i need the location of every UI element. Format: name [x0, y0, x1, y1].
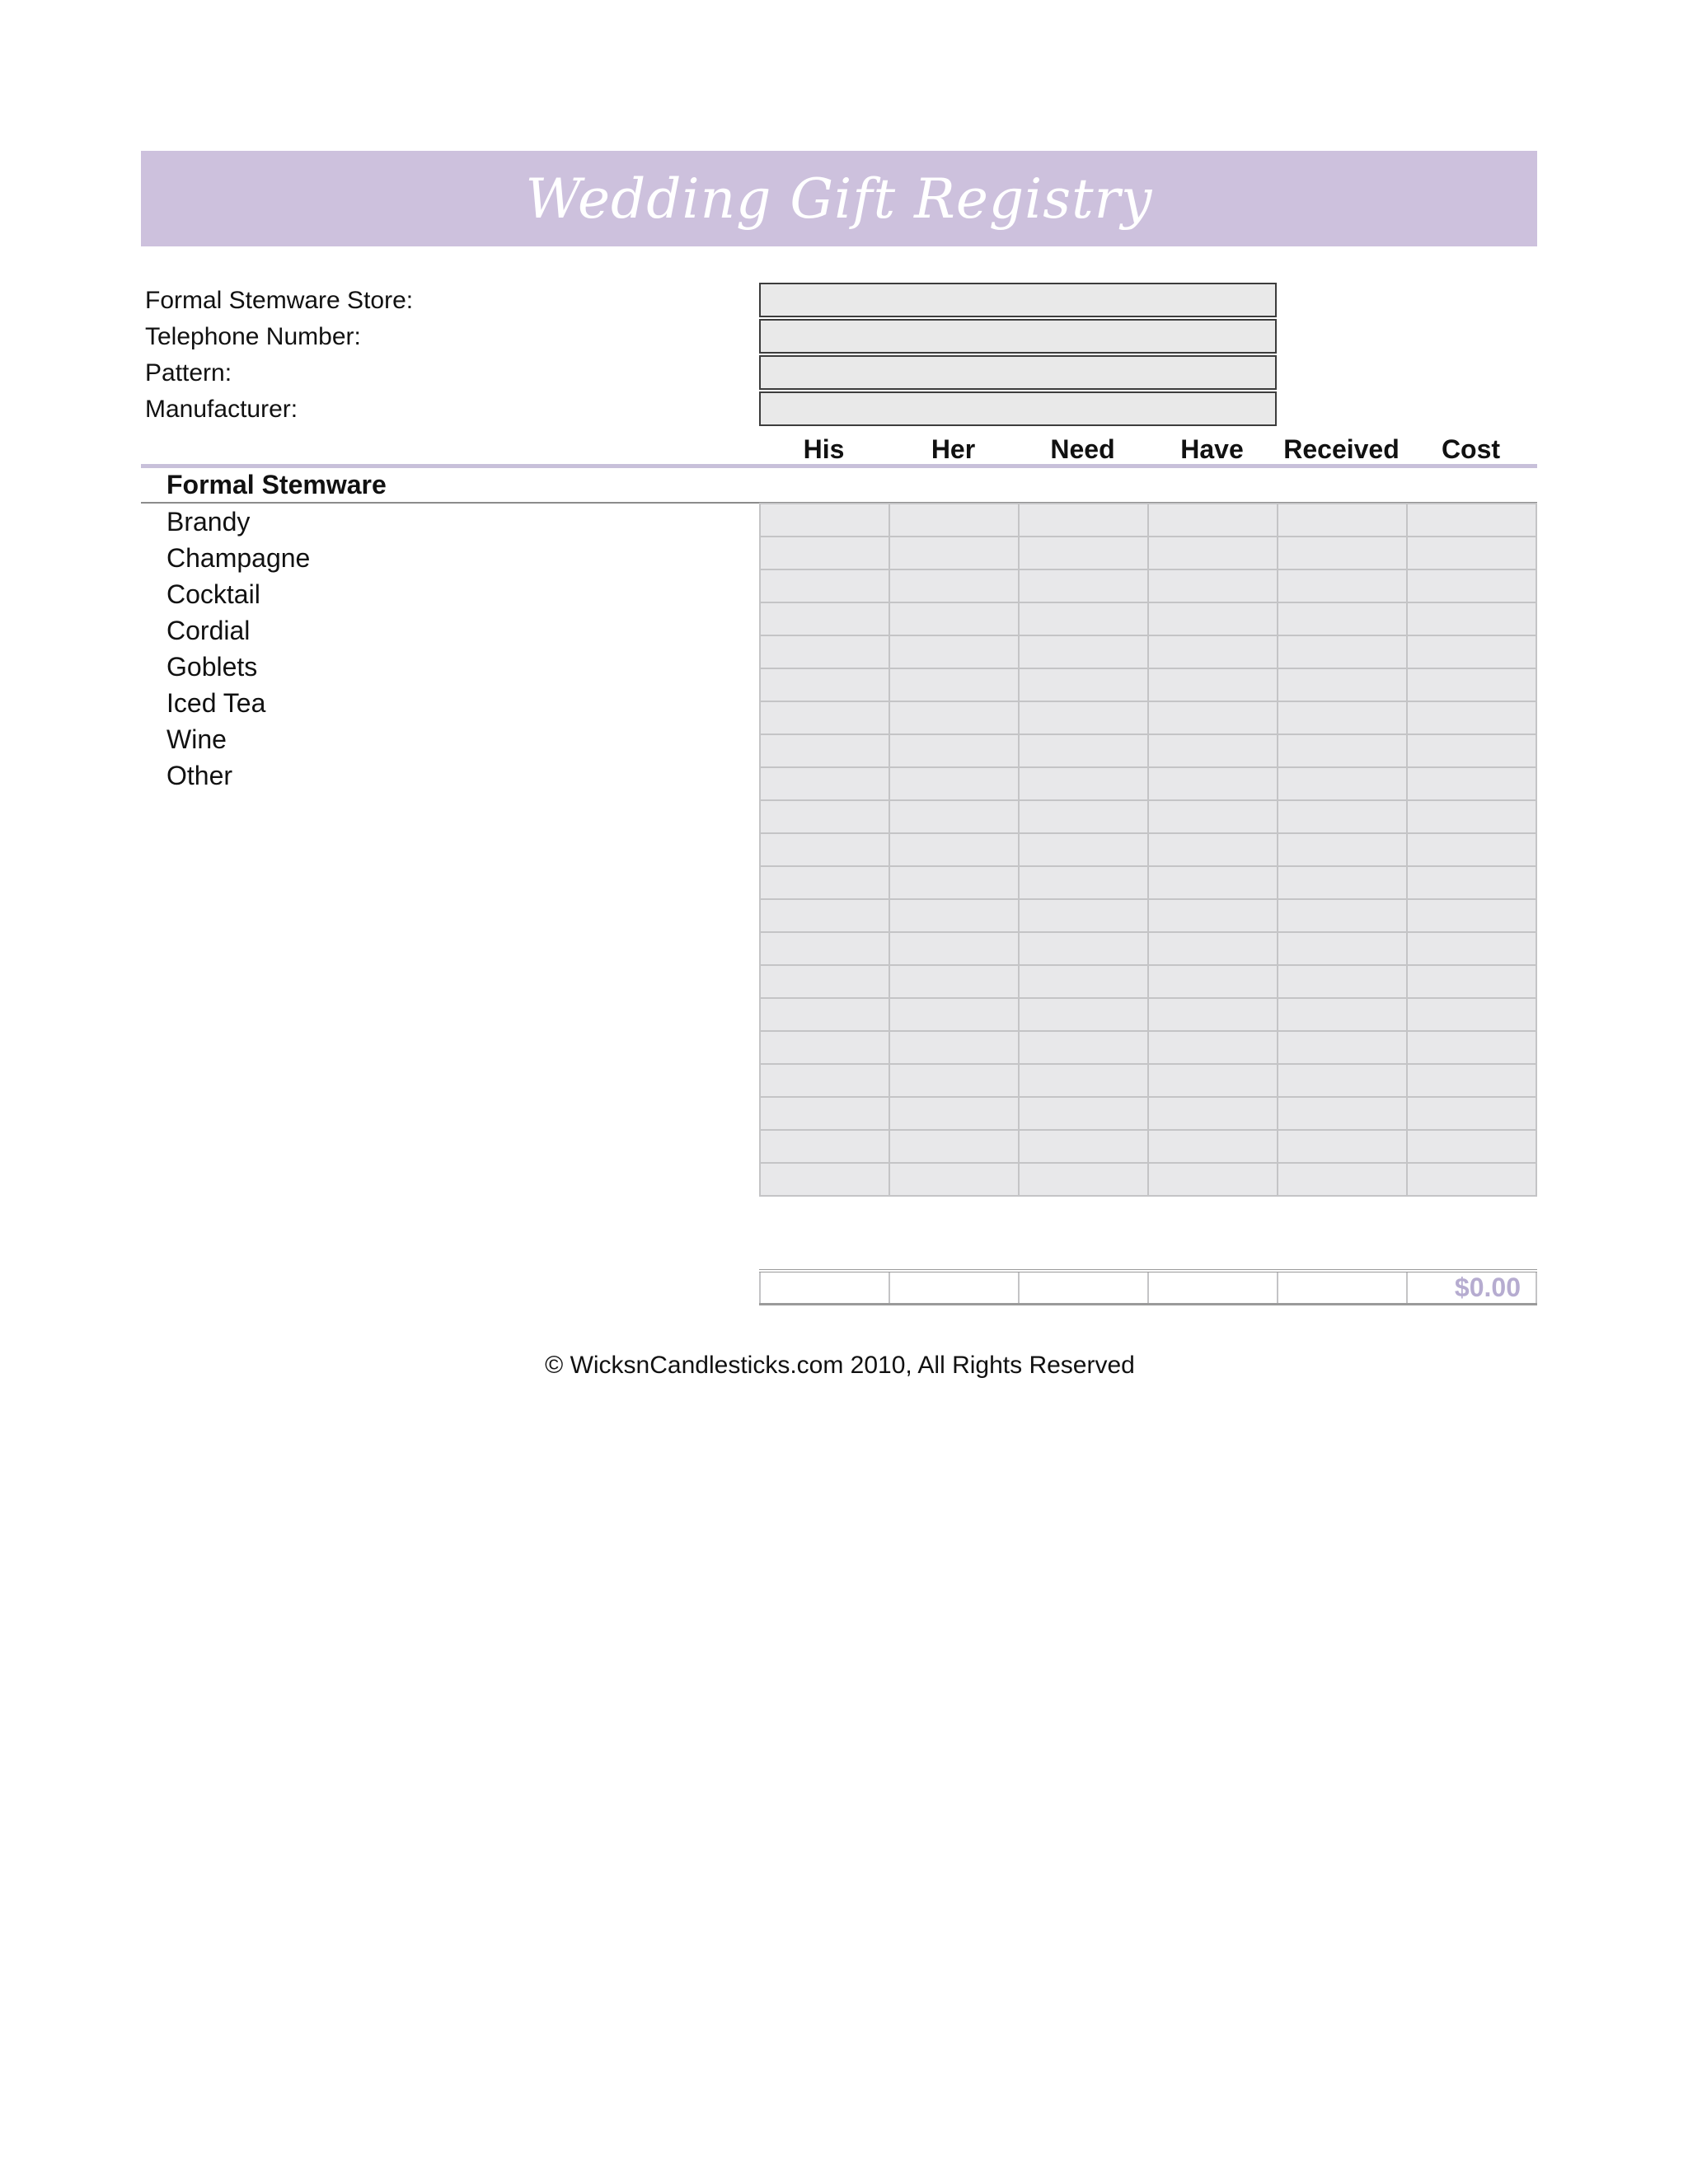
table-row: [760, 635, 1536, 668]
entry-cell-have[interactable]: [1148, 602, 1278, 635]
entry-cell-received[interactable]: [1278, 866, 1407, 899]
entry-cell-his[interactable]: [760, 602, 889, 635]
item-label-wine: Wine: [166, 724, 227, 754]
entry-cell-received[interactable]: [1278, 701, 1407, 734]
table-row: [760, 1130, 1536, 1163]
entry-cell-his[interactable]: [760, 504, 889, 537]
item-label-cordial: Cordial: [166, 616, 251, 645]
entry-cell-her[interactable]: [889, 668, 1019, 701]
entry-cell-his[interactable]: [760, 668, 889, 701]
entry-cell-his[interactable]: [760, 833, 889, 866]
entry-cell-cost[interactable]: [1407, 833, 1536, 866]
entry-cell-received[interactable]: [1278, 800, 1407, 833]
section-title: Formal Stemware: [166, 470, 387, 499]
table-row: [760, 734, 1536, 767]
entry-cell-received[interactable]: [1278, 998, 1407, 1031]
entry-grid: [759, 503, 1537, 1197]
telephone-label: Telephone Number:: [145, 323, 361, 350]
entry-cell-received[interactable]: [1278, 569, 1407, 602]
entry-cell-received[interactable]: [1278, 734, 1407, 767]
total-cell-have: [1148, 1271, 1278, 1305]
entry-cell-received[interactable]: [1278, 965, 1407, 998]
entry-cell-cost[interactable]: [1407, 1031, 1536, 1064]
entry-cell-need[interactable]: [1019, 635, 1148, 668]
entry-cell-need[interactable]: [1019, 668, 1148, 701]
entry-cell-cost[interactable]: [1407, 569, 1536, 602]
entry-cell-have[interactable]: [1148, 767, 1278, 800]
entry-cell-need[interactable]: [1019, 998, 1148, 1031]
table-row: [760, 767, 1536, 800]
entry-cell-cost[interactable]: [1407, 701, 1536, 734]
manufacturer-input[interactable]: [759, 391, 1277, 426]
item-label-cocktail: Cocktail: [166, 579, 260, 609]
entry-cell-received[interactable]: [1278, 833, 1407, 866]
entry-cell-cost[interactable]: [1407, 800, 1536, 833]
column-header-her: Her: [931, 434, 976, 464]
entry-cell-her[interactable]: [889, 1097, 1019, 1130]
entry-cell-need[interactable]: [1019, 504, 1148, 537]
entry-cell-cost[interactable]: [1407, 899, 1536, 932]
entry-cell-need[interactable]: [1019, 1031, 1148, 1064]
entry-cell-need[interactable]: [1019, 833, 1148, 866]
entry-cell-need[interactable]: [1019, 965, 1148, 998]
item-label-other: Other: [166, 761, 233, 790]
entry-cell-received[interactable]: [1278, 932, 1407, 965]
entry-cell-her[interactable]: [889, 1064, 1019, 1097]
entry-cell-his[interactable]: [760, 1064, 889, 1097]
entry-cell-have[interactable]: [1148, 866, 1278, 899]
entry-cell-received[interactable]: [1278, 767, 1407, 800]
entry-cell-received[interactable]: [1278, 504, 1407, 537]
entry-cell-have[interactable]: [1148, 734, 1278, 767]
entry-cell-received[interactable]: [1278, 1130, 1407, 1163]
table-row: [760, 602, 1536, 635]
entry-cell-have[interactable]: [1148, 537, 1278, 569]
entry-cell-have[interactable]: [1148, 1130, 1278, 1163]
column-header-have: Have: [1180, 434, 1244, 464]
entry-cell-her[interactable]: [889, 1130, 1019, 1163]
entry-cell-cost[interactable]: [1407, 537, 1536, 569]
table-row: [760, 932, 1536, 965]
manufacturer-label: Manufacturer:: [145, 396, 298, 423]
entry-cell-need[interactable]: [1019, 767, 1148, 800]
entry-cell-her[interactable]: [889, 504, 1019, 537]
store-input[interactable]: [759, 283, 1277, 317]
entry-cell-cost[interactable]: [1407, 1163, 1536, 1196]
entry-cell-received[interactable]: [1278, 537, 1407, 569]
entry-cell-cost[interactable]: [1407, 1064, 1536, 1097]
entry-cell-cost[interactable]: [1407, 965, 1536, 998]
entry-cell-her[interactable]: [889, 734, 1019, 767]
entry-cell-cost[interactable]: [1407, 734, 1536, 767]
entry-cell-cost[interactable]: [1407, 635, 1536, 668]
entry-cell-his[interactable]: [760, 1031, 889, 1064]
column-header-his: His: [803, 434, 845, 464]
entry-cell-cost[interactable]: [1407, 767, 1536, 800]
item-label-iced-tea: Iced Tea: [166, 688, 266, 718]
entry-cell-need[interactable]: [1019, 701, 1148, 734]
entry-cell-her[interactable]: [889, 800, 1019, 833]
table-row: [760, 998, 1536, 1031]
entry-cell-his[interactable]: [760, 1130, 889, 1163]
entry-cell-need[interactable]: [1019, 1097, 1148, 1130]
table-row: [760, 569, 1536, 602]
table-row: [760, 833, 1536, 866]
entry-cell-her[interactable]: [889, 537, 1019, 569]
entry-cell-his[interactable]: [760, 1097, 889, 1130]
entry-cell-her[interactable]: [889, 899, 1019, 932]
entry-cell-cost[interactable]: [1407, 602, 1536, 635]
entry-cell-his[interactable]: [760, 701, 889, 734]
item-label-champagne: Champagne: [166, 543, 311, 573]
total-cell-her: [889, 1271, 1019, 1305]
entry-cell-his[interactable]: [760, 866, 889, 899]
entry-cell-have[interactable]: [1148, 1064, 1278, 1097]
entry-cell-his[interactable]: [760, 998, 889, 1031]
entry-cell-need[interactable]: [1019, 569, 1148, 602]
entry-cell-her[interactable]: [889, 767, 1019, 800]
totals-row: [759, 1269, 1537, 1305]
entry-cell-received[interactable]: [1278, 1097, 1407, 1130]
entry-cell-need[interactable]: [1019, 866, 1148, 899]
entry-cell-have[interactable]: [1148, 668, 1278, 701]
copyright-footer: © WicksnCandlesticks.com 2010, All Rights Reserved: [545, 1352, 1135, 1379]
entry-cell-cost[interactable]: [1407, 998, 1536, 1031]
entry-cell-received[interactable]: [1278, 602, 1407, 635]
table-row: [760, 965, 1536, 998]
entry-cell-his[interactable]: [760, 537, 889, 569]
table-row: [760, 668, 1536, 701]
total-cell-received: [1278, 1271, 1407, 1305]
entry-cell-need[interactable]: [1019, 1163, 1148, 1196]
entry-cell-have[interactable]: [1148, 1097, 1278, 1130]
entry-cell-her[interactable]: [889, 1031, 1019, 1064]
table-row: [760, 1064, 1536, 1097]
entry-cell-received[interactable]: [1278, 668, 1407, 701]
entry-cell-her[interactable]: [889, 998, 1019, 1031]
entry-cell-cost[interactable]: [1407, 504, 1536, 537]
entry-cell-need[interactable]: [1019, 734, 1148, 767]
entry-cell-her[interactable]: [889, 965, 1019, 998]
entry-cell-her[interactable]: [889, 866, 1019, 899]
entry-cell-have[interactable]: [1148, 1163, 1278, 1196]
entry-cell-have[interactable]: [1148, 965, 1278, 998]
entry-cell-cost[interactable]: [1407, 668, 1536, 701]
entry-cell-need[interactable]: [1019, 1130, 1148, 1163]
entry-cell-his[interactable]: [760, 1163, 889, 1196]
store-label: Formal Stemware Store:: [145, 287, 414, 314]
column-header-received: Received: [1283, 434, 1400, 464]
entry-cell-have[interactable]: [1148, 1031, 1278, 1064]
entry-cell-have[interactable]: [1148, 899, 1278, 932]
entry-cell-cost[interactable]: [1407, 932, 1536, 965]
entry-cell-have[interactable]: [1148, 932, 1278, 965]
entry-cell-received[interactable]: [1278, 899, 1407, 932]
table-row: [760, 1163, 1536, 1196]
table-row: [760, 1097, 1536, 1130]
column-header-cost: Cost: [1441, 434, 1501, 464]
entry-cell-her[interactable]: [889, 932, 1019, 965]
entry-cell-his[interactable]: [760, 965, 889, 998]
entry-cell-her[interactable]: [889, 569, 1019, 602]
table-row: [760, 899, 1536, 932]
pattern-input[interactable]: [759, 355, 1277, 390]
entry-cell-need[interactable]: [1019, 1064, 1148, 1097]
entry-cell-her[interactable]: [889, 635, 1019, 668]
entry-cell-his[interactable]: [760, 767, 889, 800]
entry-cell-cost[interactable]: [1407, 866, 1536, 899]
entry-cell-her[interactable]: [889, 833, 1019, 866]
entry-cell-his[interactable]: [760, 569, 889, 602]
entry-cell-need[interactable]: [1019, 932, 1148, 965]
entry-cell-need[interactable]: [1019, 537, 1148, 569]
entry-cell-his[interactable]: [760, 635, 889, 668]
entry-cell-her[interactable]: [889, 701, 1019, 734]
telephone-input[interactable]: [759, 319, 1277, 354]
entry-cell-her[interactable]: [889, 1163, 1019, 1196]
table-row: [760, 866, 1536, 899]
entry-cell-have[interactable]: [1148, 504, 1278, 537]
entry-cell-cost[interactable]: [1407, 1097, 1536, 1130]
item-label-brandy: Brandy: [166, 507, 251, 537]
table-row: [760, 701, 1536, 734]
title-banner: [141, 151, 1537, 246]
entry-cell-received[interactable]: [1278, 1064, 1407, 1097]
entry-cell-have[interactable]: [1148, 701, 1278, 734]
entry-cell-received[interactable]: [1278, 1031, 1407, 1064]
entry-cell-need[interactable]: [1019, 899, 1148, 932]
entry-cell-have[interactable]: [1148, 998, 1278, 1031]
total-cell-need: [1019, 1271, 1148, 1305]
table-row: [760, 800, 1536, 833]
table-row: [760, 1031, 1536, 1064]
entry-cell-have[interactable]: [1148, 569, 1278, 602]
pattern-label: Pattern:: [145, 359, 232, 387]
table-row: [760, 504, 1536, 537]
entry-cell-his[interactable]: [760, 932, 889, 965]
item-label-goblets: Goblets: [166, 652, 258, 682]
entry-cell-his[interactable]: [760, 899, 889, 932]
entry-cell-have[interactable]: [1148, 635, 1278, 668]
total-cost: $0.00: [1407, 1271, 1536, 1305]
entry-cell-cost[interactable]: [1407, 1130, 1536, 1163]
entry-cell-need[interactable]: [1019, 602, 1148, 635]
column-header-need: Need: [1050, 434, 1115, 464]
entry-cell-her[interactable]: [889, 602, 1019, 635]
total-cell-his: [760, 1271, 889, 1305]
page-title: Wedding Gift Registry: [525, 166, 1153, 231]
entry-cell-received[interactable]: [1278, 635, 1407, 668]
entry-cell-have[interactable]: [1148, 833, 1278, 866]
entry-cell-have[interactable]: [1148, 800, 1278, 833]
entry-cell-his[interactable]: [760, 734, 889, 767]
entry-cell-need[interactable]: [1019, 800, 1148, 833]
entry-cell-his[interactable]: [760, 800, 889, 833]
table-row: [760, 537, 1536, 569]
entry-cell-received[interactable]: [1278, 1163, 1407, 1196]
